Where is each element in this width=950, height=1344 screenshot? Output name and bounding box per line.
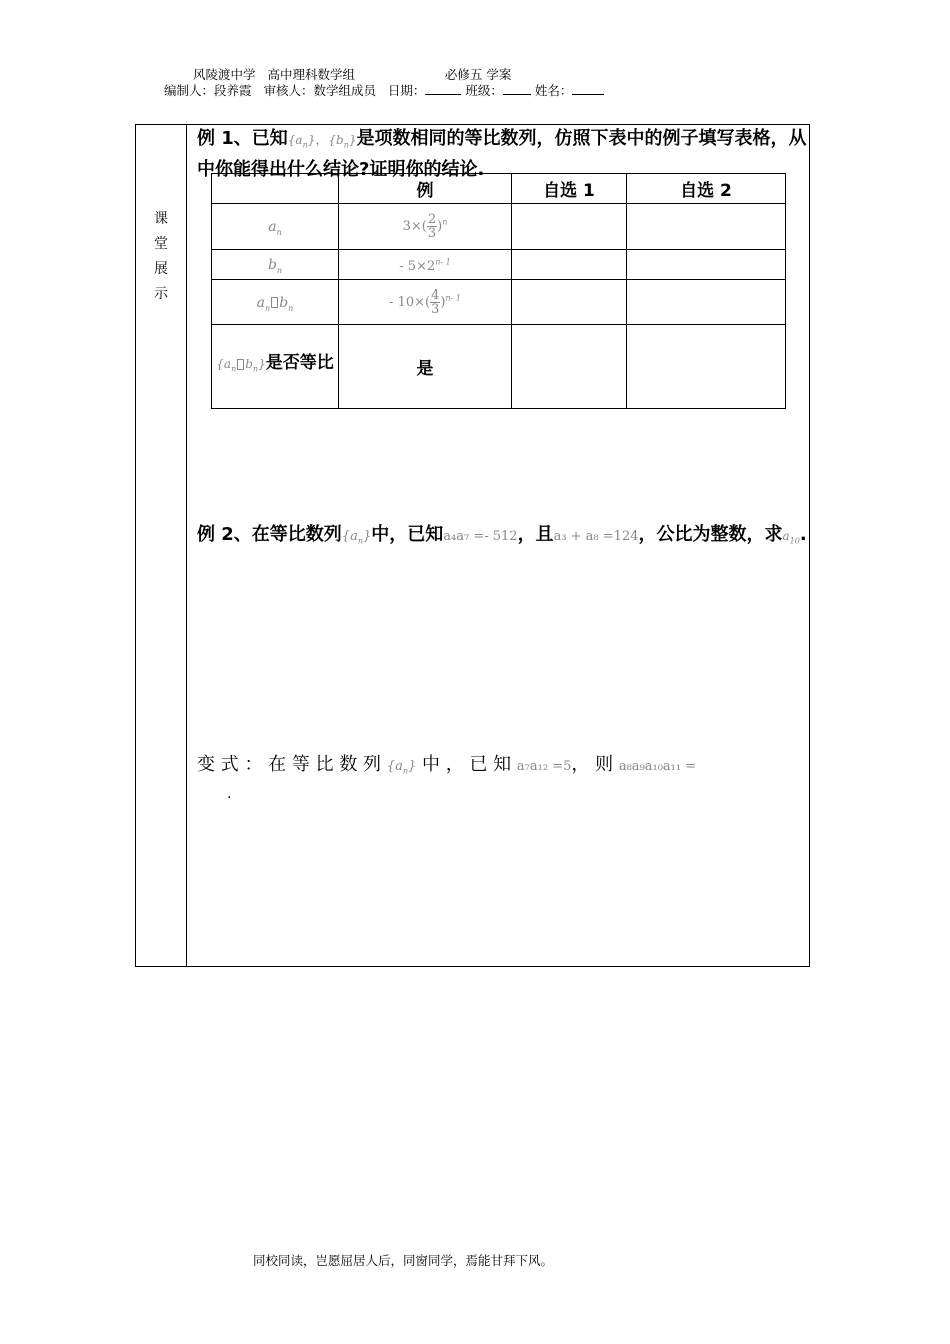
choice-1-cell[interactable] bbox=[512, 250, 627, 280]
example-cell: - $5\times 2^{n- 1}$ bbox=[339, 250, 512, 280]
row-label: {$a_n$ $b_n$}是否等比 bbox=[212, 325, 339, 409]
separator: ， bbox=[315, 133, 329, 148]
expression: a₈a₉a₁₀a₁₁ = bbox=[618, 759, 697, 774]
group-name: 高中理科数学组 bbox=[267, 67, 355, 82]
example-cell: 是 bbox=[339, 325, 512, 409]
text: 中 ， 已 知 bbox=[422, 754, 512, 775]
header-cell: 自选 2 bbox=[627, 174, 786, 204]
example-1-text: 是项数相同的等比数列，仿照下表中的例子填写表格，从中你能得出什么结论?证明你的结论. bbox=[197, 128, 807, 181]
header-cell: 例 bbox=[339, 174, 512, 204]
school-name: 风陵渡中学 bbox=[193, 67, 256, 82]
class-label: 班级： bbox=[465, 83, 503, 98]
variant-prefix: 变 式 ： 在 等 比 数 列 bbox=[197, 754, 382, 775]
seq-a: $\{a_n\}$ bbox=[287, 133, 316, 150]
date-label: 日期： bbox=[387, 83, 426, 98]
name-blank[interactable] bbox=[572, 83, 604, 95]
example-cell: - 10×( $\frac{4}{3}$ )$^{n- 1}$ bbox=[339, 280, 512, 325]
table-row bbox=[212, 250, 786, 280]
seq-a: $\{a_n\}$ bbox=[341, 529, 372, 546]
header-cell: 自选 1 bbox=[512, 174, 627, 204]
table-row bbox=[212, 204, 786, 250]
course-name: 必修五 学案 bbox=[444, 67, 512, 82]
side-char: 堂 bbox=[154, 236, 168, 252]
table-row bbox=[212, 325, 786, 409]
condition: a₇a₁₂ =5 bbox=[516, 759, 572, 774]
text: ， 则 bbox=[571, 754, 614, 775]
seq-b: $\{b_n\}$ bbox=[328, 133, 357, 150]
side-char: 课 bbox=[154, 211, 168, 227]
example-table bbox=[211, 173, 786, 409]
text: ，公比为整数，求 bbox=[638, 524, 783, 545]
editor-label: 编制人：段养霞 bbox=[164, 83, 252, 98]
target-term: $a_{10}$ bbox=[782, 529, 800, 546]
text: . bbox=[799, 524, 807, 545]
header-line-2 bbox=[164, 83, 604, 98]
footer-motto: 同校同读，岂愿屈居人后，同窗同学，焉能甘拜下风。 bbox=[253, 1253, 554, 1268]
answer-blank[interactable]: . bbox=[227, 785, 232, 802]
reviewer-label: 审核人：数学组成员 bbox=[263, 83, 376, 98]
header-line-1 bbox=[193, 67, 511, 82]
row-label: $a_n$ bbox=[212, 204, 339, 250]
choice-1-cell[interactable] bbox=[512, 280, 627, 325]
seq-a: $\{a_n\}$ bbox=[386, 759, 417, 776]
choice-2-cell[interactable] bbox=[627, 325, 786, 409]
name-label: 姓名： bbox=[534, 83, 573, 98]
date-blank[interactable] bbox=[425, 83, 461, 95]
choice-2-cell[interactable] bbox=[627, 280, 786, 325]
table-row bbox=[212, 280, 786, 325]
side-char: 示 bbox=[154, 286, 168, 302]
example-2 bbox=[197, 522, 809, 555]
row-label: $b_n$ bbox=[212, 250, 339, 280]
table-header-row bbox=[212, 174, 786, 204]
class-blank[interactable] bbox=[503, 83, 531, 95]
choice-2-cell[interactable] bbox=[627, 250, 786, 280]
condition-1: a₄a₇ =- 512 bbox=[443, 529, 518, 544]
condition-2: a₃ + a₈ =124 bbox=[553, 529, 639, 544]
text: 中，已知 bbox=[371, 524, 444, 545]
row-label: $a_n$ $b_n$ bbox=[212, 280, 339, 325]
example-2-prefix: 例 2、在等比数列 bbox=[197, 524, 342, 545]
side-label bbox=[136, 207, 186, 307]
header-cell bbox=[212, 174, 339, 204]
choice-2-cell[interactable] bbox=[627, 204, 786, 250]
choice-1-cell[interactable] bbox=[512, 325, 627, 409]
column-divider bbox=[186, 125, 187, 966]
side-char: 展 bbox=[154, 261, 168, 277]
choice-1-cell[interactable] bbox=[512, 204, 627, 250]
dot-glyph bbox=[271, 297, 278, 308]
variant-problem bbox=[197, 752, 809, 803]
example-cell: 3×( $\frac{2}{3}$ )$^n$ bbox=[339, 204, 512, 250]
example-1-prefix: 例 1、已知 bbox=[197, 128, 288, 149]
text: ，且 bbox=[517, 524, 554, 545]
